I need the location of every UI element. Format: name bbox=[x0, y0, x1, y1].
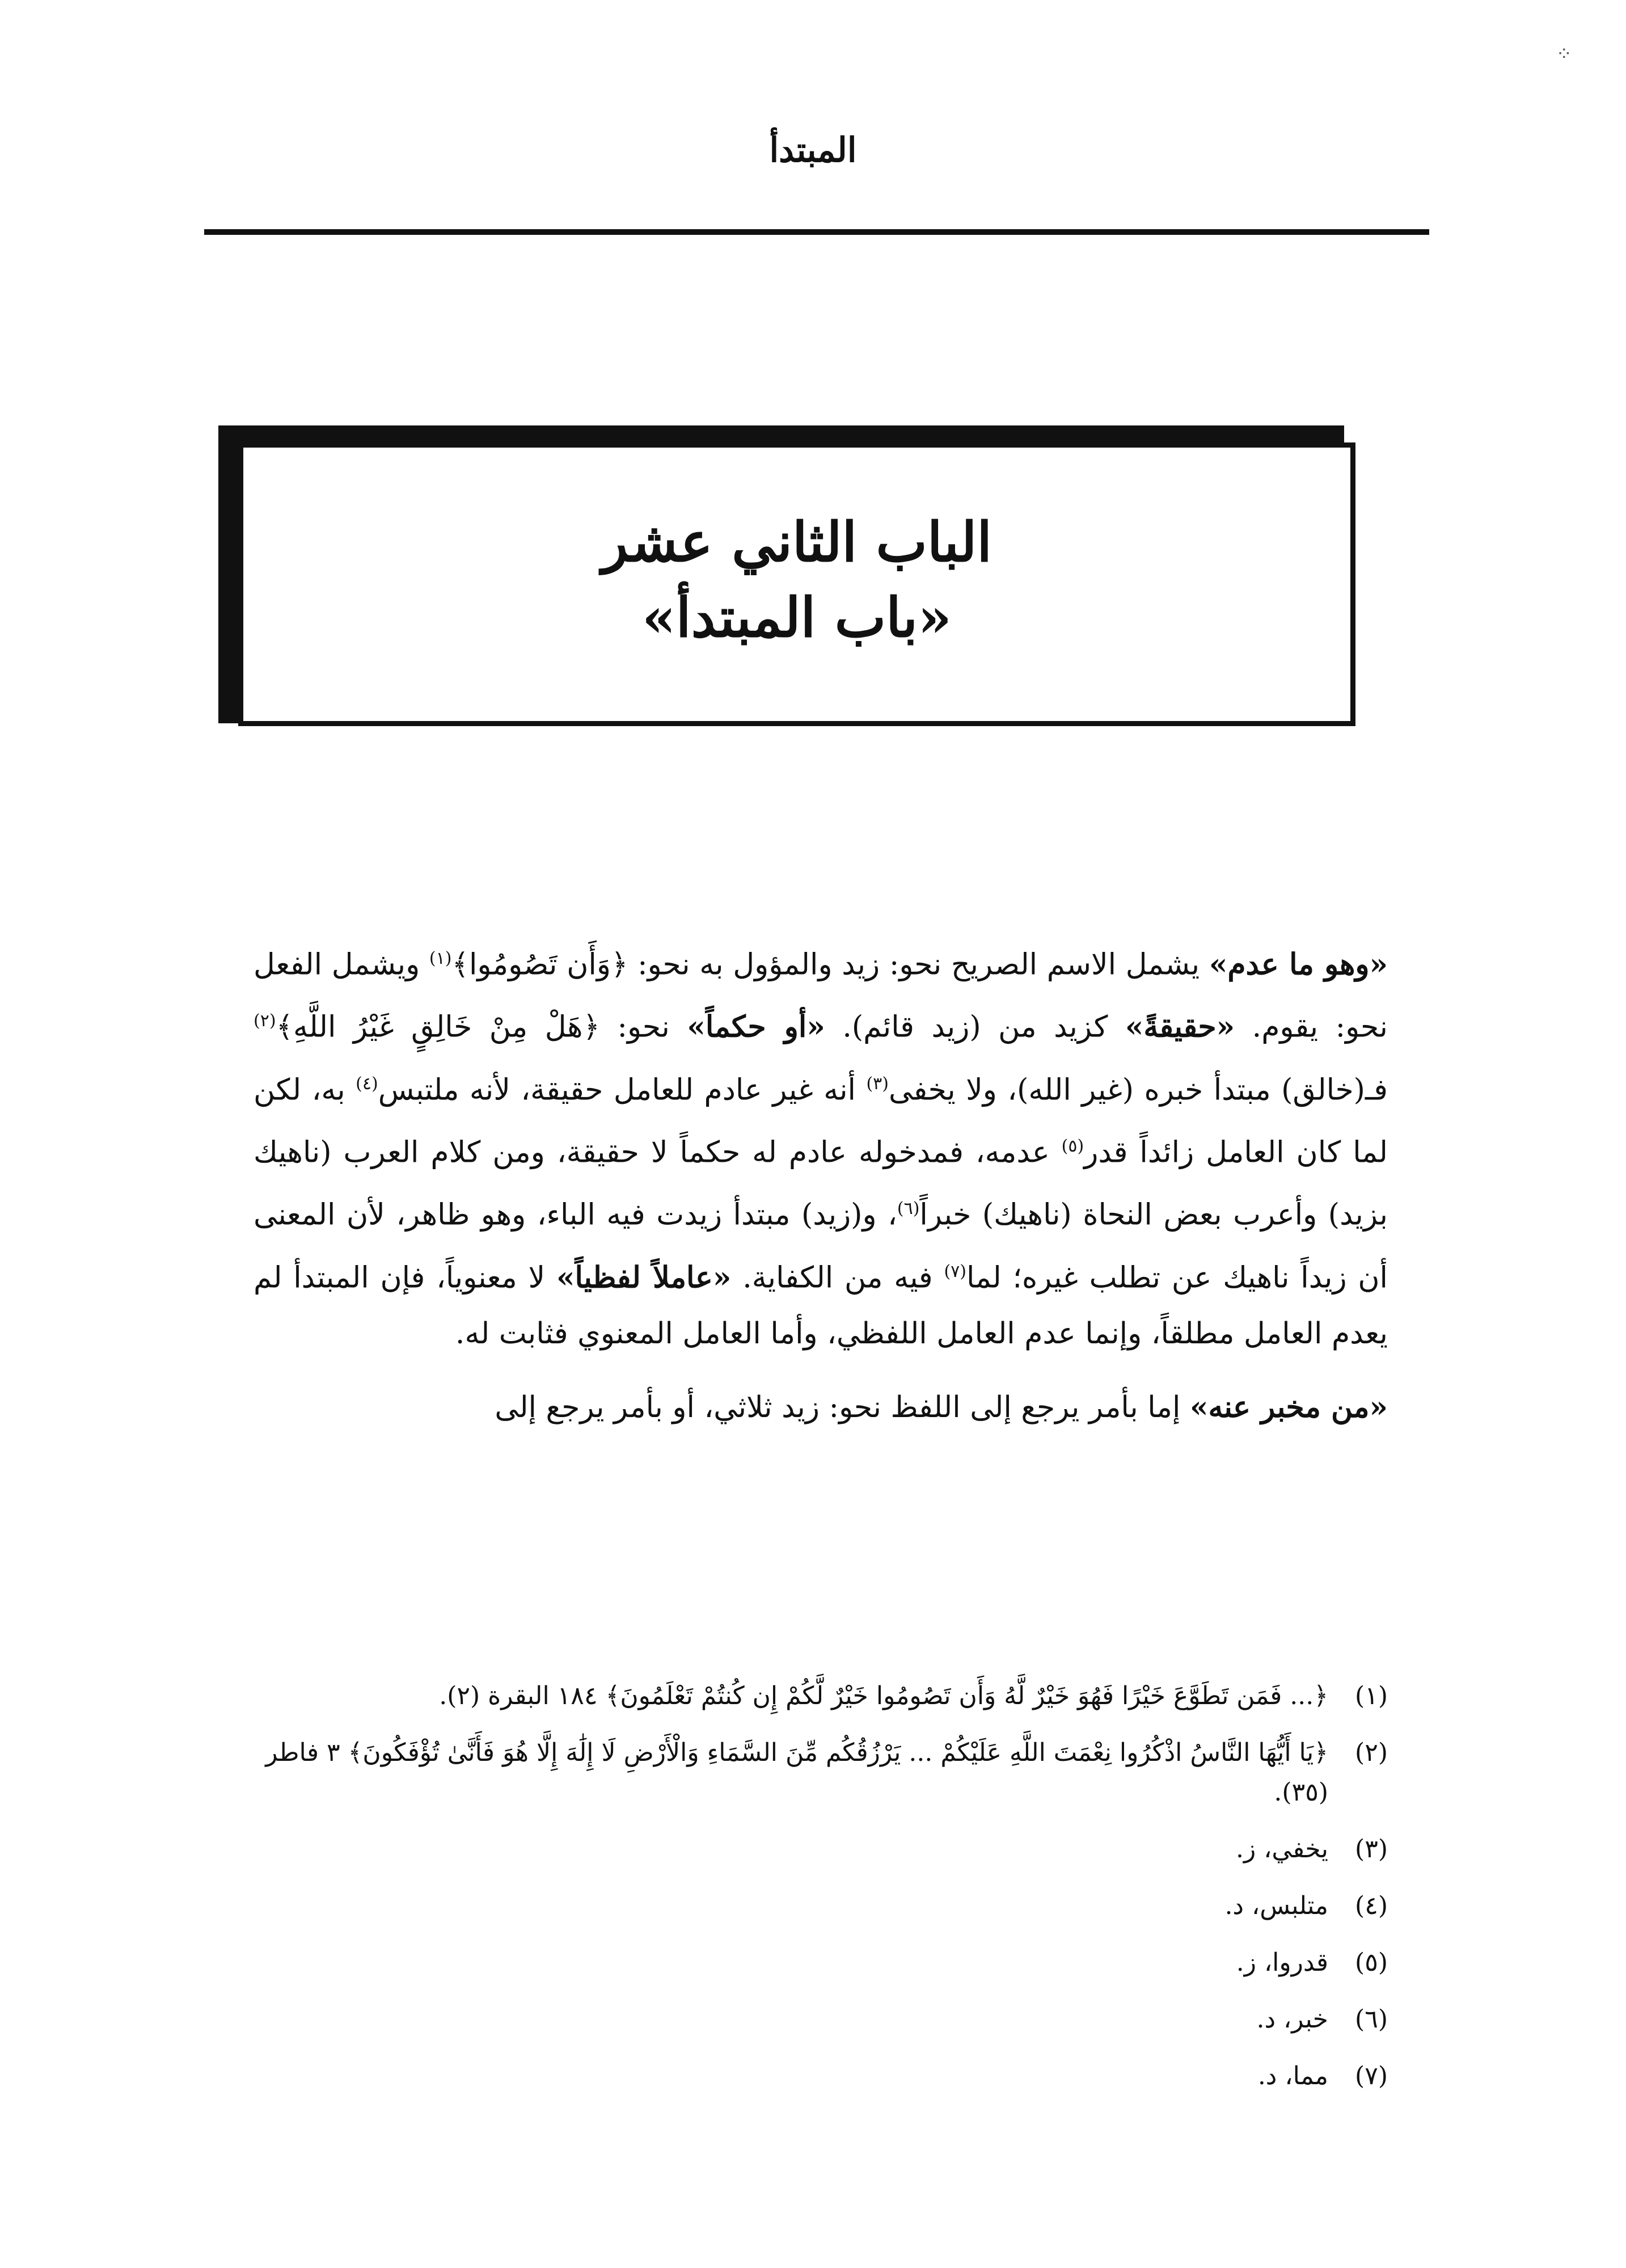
quran-quote: ﴿هَلْ مِنْ خَالِقٍ غَيْرُ اللَّهِ﴾ bbox=[276, 1010, 600, 1044]
footnote-ref: (٤) bbox=[356, 1073, 378, 1094]
bold-term: «عاملاً لفظياً» bbox=[556, 1259, 732, 1295]
chapter-title-box bbox=[218, 425, 1367, 743]
footnote-ref: (٣) bbox=[866, 1073, 889, 1094]
footnote-number: (٣) bbox=[1355, 1835, 1388, 1864]
footnote-item bbox=[242, 1829, 1388, 1869]
text-run: نحو: bbox=[599, 1010, 687, 1044]
text-run: ويشمل الفعل نحو: يقوم. bbox=[254, 947, 1388, 1044]
scan-artifact-mark: ⁘ bbox=[1556, 43, 1572, 65]
footnote-text: يخفي، ز. bbox=[1235, 1835, 1328, 1864]
footnote-number: (١) bbox=[1355, 1681, 1388, 1710]
footnote-ref: (٧) bbox=[944, 1261, 966, 1281]
paragraph-2 bbox=[254, 1379, 1388, 1436]
bold-term: «وهو ما عدم» bbox=[1209, 947, 1388, 982]
text-run: ، و(زيد) مبتدأ زيدت فيه الباء، وهو ظاهر، لأن المعنى أن زيداً ناهيك عن تطلب غيره؛ لما bbox=[254, 1198, 1388, 1295]
footnote-text: قدروا، ز. bbox=[1236, 1948, 1328, 1977]
running-head: المبتدأ bbox=[769, 130, 857, 170]
footnote-ref: (٢) bbox=[254, 1011, 276, 1031]
footnote-item bbox=[242, 1733, 1388, 1812]
footnote-text: خبر، د. bbox=[1256, 2005, 1328, 2034]
footnote-number: (٢) bbox=[1355, 1738, 1388, 1767]
footnote-number: (٦) bbox=[1355, 2005, 1388, 2034]
footnote-number: (٧) bbox=[1355, 2062, 1388, 2090]
footnote-text: مما، د. bbox=[1257, 2062, 1328, 2090]
footnote-ref: (١) bbox=[429, 948, 452, 968]
footnote-text: ﴿... فَمَن تَطَوَّعَ خَيْرًا فَهُوَ خَيْرٌ لَّهُ وَأَن تَصُومُوا خَيْرٌ لَّكُمْ إِن كُنتُمْ تَعْلَمُونَ﴾ ١٨٤ البقرة (٢). bbox=[439, 1681, 1328, 1710]
text-run: به، لكن لما كان العامل زائداً قدر bbox=[254, 1072, 1388, 1170]
text-run: فيه من الكفاية. bbox=[731, 1260, 944, 1295]
footnote-item bbox=[242, 2056, 1388, 2096]
footnote-ref: (٥) bbox=[1061, 1136, 1084, 1156]
chapter-title: الباب الثاني عشر bbox=[601, 510, 993, 574]
footnote-text: متلبس، د. bbox=[1224, 1891, 1328, 1920]
footnote-item bbox=[242, 1676, 1388, 1716]
chapter-box-frame bbox=[238, 442, 1355, 726]
chapter-subtitle: «باب المبتدأ» bbox=[641, 585, 952, 650]
bold-term: «أو حكماً» bbox=[687, 1009, 825, 1044]
footnote-item bbox=[242, 1886, 1388, 1926]
text-run: يشمل الاسم الصريح نحو: زيد والمؤول به نحو: bbox=[628, 947, 1209, 982]
text-run: فـ(خالق) مبتدأ خبره (غير الله)، ولا يخفى bbox=[889, 1072, 1388, 1107]
text-run: أنه غير عادم للعامل حقيقة، لأنه ملتبس bbox=[378, 1072, 867, 1107]
bold-term: «من مخبر عنه» bbox=[1189, 1389, 1388, 1424]
footnote-item bbox=[242, 1943, 1388, 1983]
text-run: لا معنوياً، فإن المبتدأ لم يعدم العامل مطلقاً، وإنما عدم العامل اللفظي، وأما العامل المعنوي فثابت له. bbox=[254, 1260, 1388, 1351]
paragraph-1 bbox=[254, 930, 1388, 1362]
footnote-ref: (٦) bbox=[897, 1199, 920, 1219]
header-rule bbox=[204, 229, 1429, 235]
footnote-number: (٤) bbox=[1355, 1891, 1388, 1920]
bold-term: «حقيقةً» bbox=[1125, 1009, 1235, 1044]
text-run: إما بأمر يرجع إلى اللفظ نحو: زيد ثلاثي، أو بأمر يرجع إلى bbox=[495, 1390, 1190, 1424]
footnote-text: ﴿يَا أَيُّهَا النَّاسُ اذْكُرُوا نِعْمَتَ اللَّهِ عَلَيْكُمْ ... يَرْزُقُكُم مِّنَ السَّمَاءِ وَالْأَرْضِ لَا إِلَٰهَ إِلَّا هُوَ فَأَنَّىٰ تُؤْفَكُونَ﴾ ٣ فاطر (٣٥). bbox=[265, 1738, 1328, 1807]
footnotes bbox=[242, 1676, 1388, 2113]
footnote-item bbox=[242, 2000, 1388, 2039]
text-run: عدمه، فمدخوله عادم له حكماً لا حقيقة، ومن كلام العرب (ناهيك بزيد) وأعرب بعض النحاة (ناهيك) خبراً bbox=[254, 1135, 1388, 1232]
text-run: كزيد من (زيد قائم). bbox=[825, 1010, 1125, 1044]
quran-quote: ﴿وَأَن تَصُومُوا﴾ bbox=[451, 947, 628, 982]
main-text bbox=[254, 930, 1388, 1436]
footnote-number: (٥) bbox=[1355, 1948, 1388, 1977]
